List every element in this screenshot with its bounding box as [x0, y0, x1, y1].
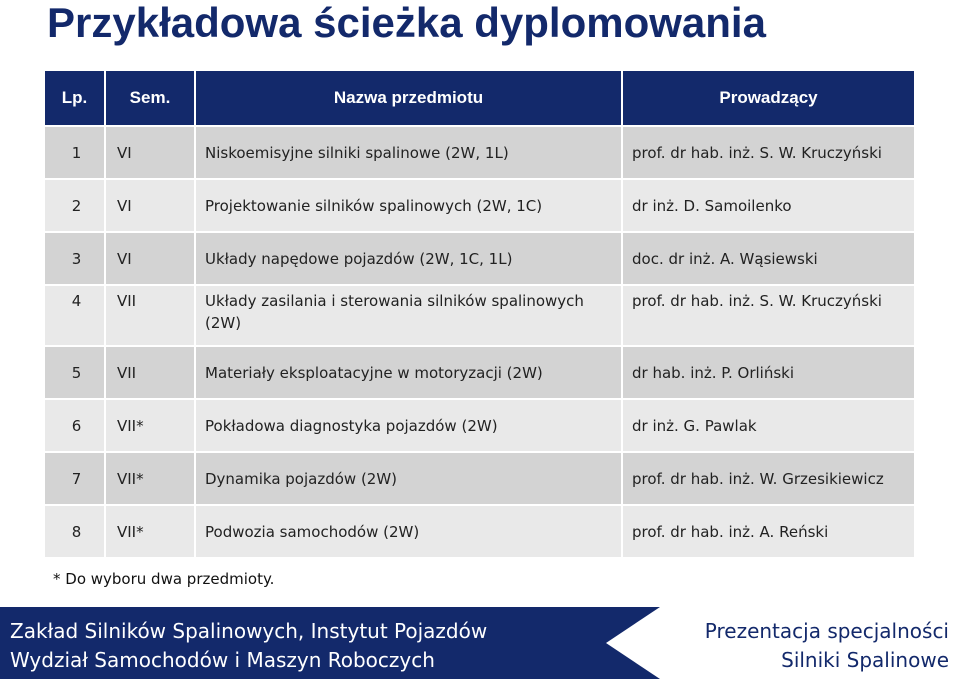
- cell-sem: VI: [105, 126, 195, 179]
- cell-sem: VII*: [105, 399, 195, 452]
- cell-course-name: Niskoemisyjne silniki spalinowe (2W, 1L): [195, 126, 622, 179]
- cell-lp: 6: [45, 399, 105, 452]
- header-lp: Lp.: [45, 71, 105, 126]
- footer-faculty-line: Wydział Samochodów i Maszyn Roboczych: [10, 648, 435, 672]
- cell-lp: 4: [45, 285, 105, 346]
- cell-teacher: prof. dr hab. inż. A. Reński: [622, 505, 914, 558]
- footer-presentation: [705, 617, 949, 675]
- table-row: [45, 285, 914, 346]
- cell-sem: VI: [105, 232, 195, 285]
- header-sem: Sem.: [105, 71, 195, 126]
- table-row: [45, 452, 914, 505]
- table-row: [45, 232, 914, 285]
- cell-teacher: dr inż. D. Samoilenko: [622, 179, 914, 232]
- table-row: [45, 126, 914, 179]
- table-row: [45, 346, 914, 399]
- cell-lp: 7: [45, 452, 105, 505]
- footer-institution: [10, 617, 487, 675]
- cell-sem: VI: [105, 179, 195, 232]
- cell-course-name: Materiały eksploatacyjne w motoryzacji (2W): [195, 346, 622, 399]
- cell-course-name: Pokładowa diagnostyka pojazdów (2W): [195, 399, 622, 452]
- footer-institute-line: Zakład Silników Spalinowych, Instytut Pojazdów: [10, 619, 488, 643]
- cell-teacher: prof. dr hab. inż. S. W. Kruczyński: [622, 285, 914, 346]
- cell-course-name: Układy napędowe pojazdów (2W, 1C, 1L): [195, 232, 622, 285]
- cell-lp: 2: [45, 179, 105, 232]
- cell-teacher: prof. dr hab. inż. W. Grzesikiewicz: [622, 452, 914, 505]
- cell-teacher: prof. dr hab. inż. S. W. Kruczyński: [622, 126, 914, 179]
- cell-teacher: dr hab. inż. P. Orliński: [622, 346, 914, 399]
- cell-lp: 8: [45, 505, 105, 558]
- table-row: [45, 505, 914, 558]
- footnote: * Do wyboru dwa przedmioty.: [53, 570, 275, 588]
- page-title: Przykładowa ścieżka dyplomowania: [47, 0, 766, 46]
- footer-specialization: Silniki Spalinowe: [781, 648, 949, 672]
- cell-sem: VII: [105, 346, 195, 399]
- cell-sem: VII*: [105, 505, 195, 558]
- footer-bar: [0, 607, 959, 679]
- cell-course-name: Podwozia samochodów (2W): [195, 505, 622, 558]
- cell-lp: 3: [45, 232, 105, 285]
- cell-teacher: dr inż. G. Pawlak: [622, 399, 914, 452]
- cell-teacher: doc. dr inż. A. Wąsiewski: [622, 232, 914, 285]
- cell-course-name: Dynamika pojazdów (2W): [195, 452, 622, 505]
- cell-sem: VII*: [105, 452, 195, 505]
- table-header-row: [45, 71, 914, 126]
- cell-lp: 1: [45, 126, 105, 179]
- cell-sem: VII: [105, 285, 195, 346]
- table-row: [45, 399, 914, 452]
- header-teacher: Prowadzący: [622, 71, 914, 126]
- cell-lp: 5: [45, 346, 105, 399]
- cell-course-name: Projektowanie silników spalinowych (2W, 1C): [195, 179, 622, 232]
- courses-table: [45, 71, 914, 559]
- footer-presentation-title: Prezentacja specjalności: [704, 619, 949, 643]
- header-name: Nazwa przedmiotu: [195, 71, 622, 126]
- cell-course-name: Układy zasilania i sterowania silników spalinowych (2W): [195, 285, 622, 346]
- table-row: [45, 179, 914, 232]
